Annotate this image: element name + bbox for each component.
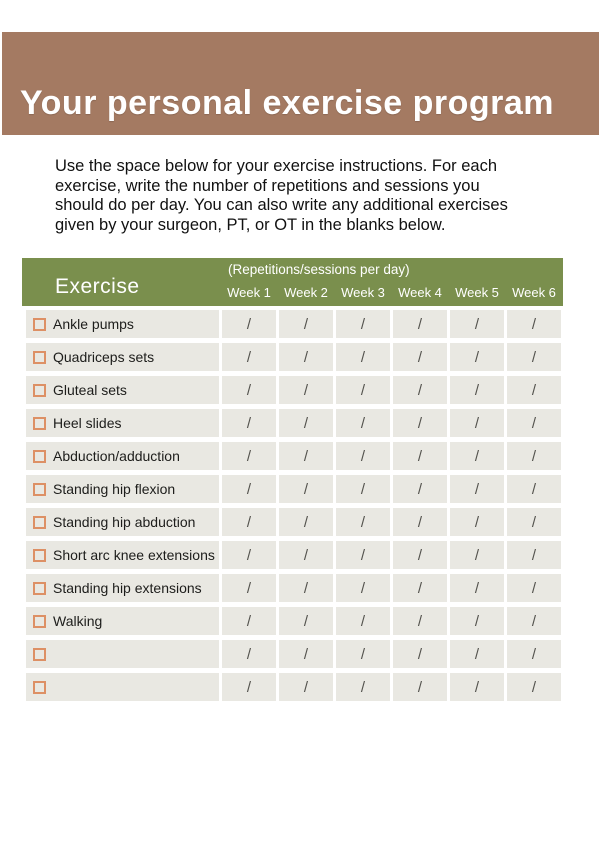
slash-separator: / [417, 678, 423, 696]
week-3-cell [336, 442, 390, 470]
slash-separator: / [417, 546, 423, 564]
table-header [22, 258, 563, 306]
reps-sessions-label: (Repetitions/sessions per day) [228, 262, 410, 277]
week-5-cell [450, 508, 504, 536]
slash-separator: / [417, 381, 423, 399]
week-5-cell [450, 376, 504, 404]
week-2-cell [279, 409, 333, 437]
slash-separator: / [531, 414, 537, 432]
week-3-cell [336, 607, 390, 635]
checkbox-icon[interactable] [33, 384, 46, 397]
exercise-label: Short arc knee extensions [53, 547, 215, 563]
slash-separator: / [246, 645, 252, 663]
week-6-cell [507, 343, 561, 371]
slash-separator: / [303, 414, 309, 432]
week-5-header: Week 5 [455, 285, 499, 300]
week-1-cell [222, 574, 276, 602]
week-2-cell [279, 376, 333, 404]
slash-separator: / [531, 645, 537, 663]
slash-separator: / [474, 381, 480, 399]
week-1-cell [222, 508, 276, 536]
week-1-cell [222, 673, 276, 701]
table-row [26, 673, 561, 701]
week-2-cell [279, 541, 333, 569]
slash-separator: / [303, 381, 309, 399]
exercise-name-cell [26, 343, 219, 371]
slash-separator: / [360, 315, 366, 333]
checkbox-icon[interactable] [33, 615, 46, 628]
week-6-cell [507, 607, 561, 635]
slash-separator: / [531, 381, 537, 399]
slash-separator: / [246, 447, 252, 465]
slash-separator: / [360, 480, 366, 498]
week-6-cell [507, 574, 561, 602]
exercise-name-cell [26, 541, 219, 569]
week-1-cell [222, 409, 276, 437]
week-6-cell [507, 376, 561, 404]
slash-separator: / [303, 348, 309, 366]
exercise-name-cell [26, 310, 219, 338]
week-1-cell [222, 640, 276, 668]
checkbox-icon[interactable] [33, 318, 46, 331]
week-4-cell [393, 541, 447, 569]
exercise-name-cell [26, 376, 219, 404]
exercise-name-cell [26, 409, 219, 437]
week-5-cell [450, 475, 504, 503]
slash-separator: / [417, 348, 423, 366]
slash-separator: / [474, 513, 480, 531]
week-2-cell [279, 640, 333, 668]
week-4-cell [393, 409, 447, 437]
slash-separator: / [246, 348, 252, 366]
slash-separator: / [417, 513, 423, 531]
week-6-cell [507, 541, 561, 569]
week-1-header: Week 1 [227, 285, 271, 300]
week-4-header: Week 4 [398, 285, 442, 300]
slash-separator: / [417, 447, 423, 465]
slash-separator: / [303, 612, 309, 630]
table-row [26, 409, 561, 437]
slash-separator: / [474, 612, 480, 630]
checkbox-icon[interactable] [33, 648, 46, 661]
slash-separator: / [303, 447, 309, 465]
table-row [26, 574, 561, 602]
week-4-cell [393, 376, 447, 404]
checkbox-icon[interactable] [33, 351, 46, 364]
slash-separator: / [303, 513, 309, 531]
slash-separator: / [360, 414, 366, 432]
slash-separator: / [417, 414, 423, 432]
week-3-cell [336, 574, 390, 602]
week-3-cell [336, 409, 390, 437]
slash-separator: / [246, 612, 252, 630]
slash-separator: / [531, 579, 537, 597]
week-2-cell [279, 673, 333, 701]
week-5-cell [450, 442, 504, 470]
week-3-cell [336, 376, 390, 404]
week-5-cell [450, 574, 504, 602]
week-2-cell [279, 607, 333, 635]
table-row [26, 442, 561, 470]
week-5-cell [450, 409, 504, 437]
checkbox-icon[interactable] [33, 681, 46, 694]
exercise-label: Ankle pumps [53, 316, 134, 332]
week-2-header: Week 2 [284, 285, 328, 300]
slash-separator: / [474, 447, 480, 465]
slash-separator: / [417, 480, 423, 498]
week-2-cell [279, 442, 333, 470]
week-6-cell [507, 409, 561, 437]
slash-separator: / [360, 348, 366, 366]
week-1-cell [222, 442, 276, 470]
checkbox-icon[interactable] [33, 549, 46, 562]
exercise-column-header: Exercise [55, 275, 140, 298]
week-1-cell [222, 310, 276, 338]
slash-separator: / [474, 678, 480, 696]
exercise-label: Heel slides [53, 415, 122, 431]
exercise-name-cell [26, 640, 219, 668]
slash-separator: / [531, 447, 537, 465]
exercise-label: Walking [53, 613, 103, 629]
slash-separator: / [531, 678, 537, 696]
slash-separator: / [360, 381, 366, 399]
week-2-cell [279, 343, 333, 371]
slash-separator: / [474, 414, 480, 432]
week-5-cell [450, 673, 504, 701]
week-4-cell [393, 574, 447, 602]
slash-separator: / [417, 579, 423, 597]
slash-separator: / [360, 645, 366, 663]
slash-separator: / [246, 381, 252, 399]
checkbox-icon[interactable] [33, 516, 46, 529]
exercise-label: Standing hip flexion [53, 481, 176, 497]
slash-separator: / [246, 480, 252, 498]
exercise-label: Standing hip abduction [53, 514, 196, 530]
checkbox-icon[interactable] [33, 450, 46, 463]
slash-separator: / [360, 513, 366, 531]
week-4-cell [393, 475, 447, 503]
exercise-table [22, 258, 563, 706]
page-title: Your personal exercise program [20, 84, 555, 122]
slash-separator: / [474, 546, 480, 564]
week-2-cell [279, 508, 333, 536]
week-6-cell [507, 475, 561, 503]
table-row [26, 376, 561, 404]
exercise-name-cell [26, 574, 219, 602]
week-6-cell [507, 673, 561, 701]
week-4-cell [393, 673, 447, 701]
slash-separator: / [417, 645, 423, 663]
slash-separator: / [246, 678, 252, 696]
week-3-cell [336, 343, 390, 371]
slash-separator: / [360, 678, 366, 696]
slash-separator: / [246, 414, 252, 432]
page-header [2, 32, 599, 135]
week-4-cell [393, 310, 447, 338]
slash-separator: / [474, 645, 480, 663]
week-4-cell [393, 508, 447, 536]
week-6-cell [507, 640, 561, 668]
slash-separator: / [417, 315, 423, 333]
slash-separator: / [303, 678, 309, 696]
week-2-cell [279, 310, 333, 338]
slash-separator: / [531, 546, 537, 564]
week-6-header: Week 6 [512, 285, 556, 300]
table-row [26, 640, 561, 668]
slash-separator: / [246, 513, 252, 531]
slash-separator: / [531, 513, 537, 531]
slash-separator: / [474, 480, 480, 498]
table-row [26, 310, 561, 338]
intro-text: Use the space below for your exercise instructions. For each exercise, write the number of repetitions and sessions you should do per day. You can also write any additional exercises given by your surgeon, PT, or OT in the blanks below. [55, 157, 508, 234]
slash-separator: / [531, 315, 537, 333]
week-3-cell [336, 640, 390, 668]
slash-separator: / [246, 546, 252, 564]
slash-separator: / [360, 546, 366, 564]
week-4-cell [393, 343, 447, 371]
week-5-cell [450, 640, 504, 668]
week-6-cell [507, 442, 561, 470]
checkbox-icon[interactable] [33, 417, 46, 430]
table-row [26, 607, 561, 635]
week-3-cell [336, 310, 390, 338]
checkbox-icon[interactable] [33, 483, 46, 496]
slash-separator: / [303, 315, 309, 333]
exercise-label: Abduction/adduction [53, 448, 180, 464]
week-4-cell [393, 442, 447, 470]
table-body [26, 310, 561, 701]
week-1-cell [222, 607, 276, 635]
exercise-name-cell [26, 673, 219, 701]
slash-separator: / [303, 480, 309, 498]
exercise-name-cell [26, 508, 219, 536]
slash-separator: / [360, 447, 366, 465]
week-6-cell [507, 310, 561, 338]
slash-separator: / [303, 579, 309, 597]
slash-separator: / [303, 546, 309, 564]
week-3-cell [336, 508, 390, 536]
week-1-cell [222, 376, 276, 404]
slash-separator: / [303, 645, 309, 663]
week-1-cell [222, 475, 276, 503]
table-row [26, 508, 561, 536]
week-1-cell [222, 343, 276, 371]
slash-separator: / [531, 480, 537, 498]
slash-separator: / [246, 315, 252, 333]
week-4-cell [393, 640, 447, 668]
week-3-header: Week 3 [341, 285, 385, 300]
week-3-cell [336, 673, 390, 701]
week-5-cell [450, 541, 504, 569]
checkbox-icon[interactable] [33, 582, 46, 595]
slash-separator: / [474, 348, 480, 366]
exercise-label: Standing hip extensions [53, 580, 202, 596]
slash-separator: / [474, 579, 480, 597]
slash-separator: / [417, 612, 423, 630]
week-2-cell [279, 475, 333, 503]
exercise-name-cell [26, 475, 219, 503]
week-headers [222, 285, 561, 300]
slash-separator: / [531, 348, 537, 366]
slash-separator: / [360, 612, 366, 630]
week-4-cell [393, 607, 447, 635]
slash-separator: / [246, 579, 252, 597]
exercise-name-cell [26, 442, 219, 470]
exercise-name-cell [26, 607, 219, 635]
slash-separator: / [531, 612, 537, 630]
exercise-label: Gluteal sets [53, 382, 127, 398]
week-1-cell [222, 541, 276, 569]
table-row [26, 541, 561, 569]
week-5-cell [450, 310, 504, 338]
week-3-cell [336, 541, 390, 569]
table-row [26, 475, 561, 503]
slash-separator: / [474, 315, 480, 333]
week-2-cell [279, 574, 333, 602]
week-5-cell [450, 343, 504, 371]
week-5-cell [450, 607, 504, 635]
table-row [26, 343, 561, 371]
slash-separator: / [360, 579, 366, 597]
week-3-cell [336, 475, 390, 503]
week-6-cell [507, 508, 561, 536]
exercise-label: Quadriceps sets [53, 349, 155, 365]
